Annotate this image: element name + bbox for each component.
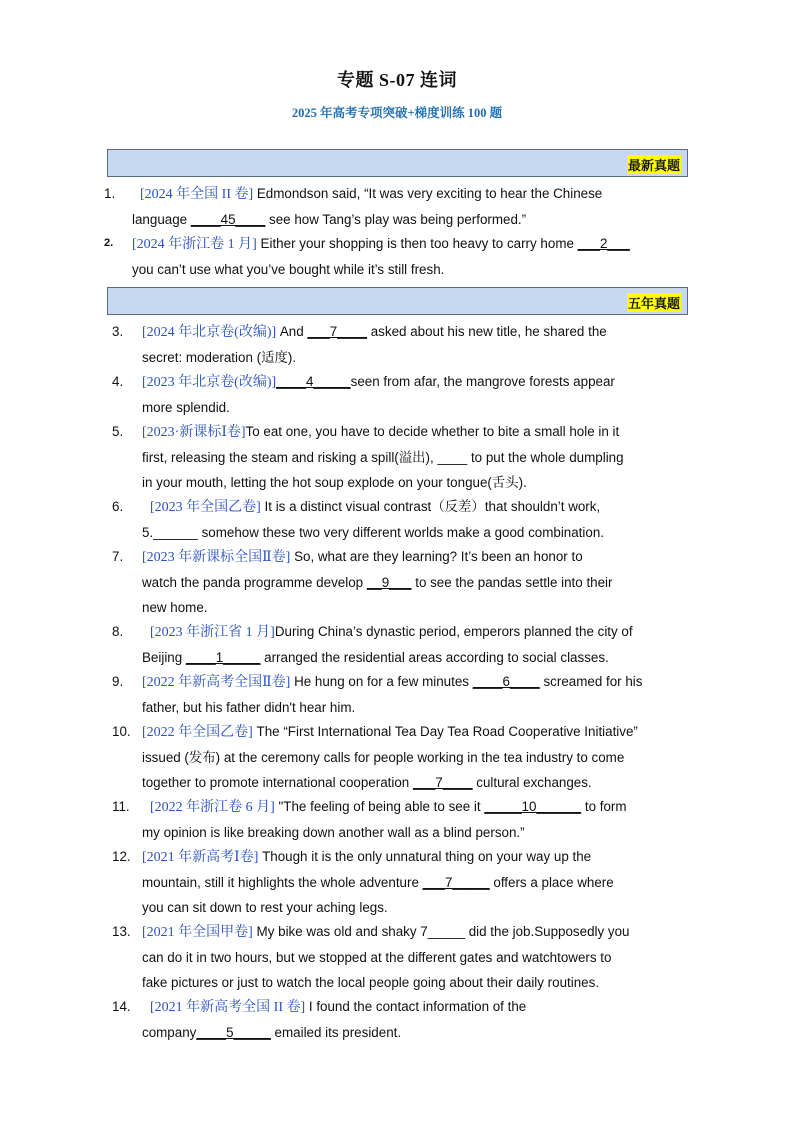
question-text: to form: [581, 799, 627, 814]
question-3: [112, 319, 607, 370]
answer-blank: ____5_____: [196, 1025, 271, 1040]
question-text: My bike was old and shaky 7_____ did the job.Supposedly you: [252, 924, 630, 939]
question-text: can do it in two hours, but we stopped at the different gates and watchtowers to: [142, 950, 612, 965]
question-8: [112, 619, 633, 670]
question-number: 11.: [112, 799, 130, 814]
question-source: [2023 年北京卷(改编)]: [142, 375, 277, 390]
question-text: you can’t use what you’ve bought while it’s still fresh.: [132, 262, 445, 277]
question-number: 13.: [112, 924, 131, 939]
question-text: Either your shopping is then too heavy to carry home: [256, 236, 578, 251]
question-text: new home.: [142, 600, 208, 615]
question-text: see how Tang’s play was being performed.”: [265, 212, 527, 227]
answer-blank: ___2___: [577, 236, 630, 251]
question-text: seen from afar, the mangrove forests appear: [350, 374, 615, 389]
question-text: company: [142, 1025, 197, 1040]
question-text: So, what are they learning? It’s been an honor to: [290, 549, 583, 564]
page-subtitle: 2025 年高考专项突破+梯度训练 100 题: [291, 106, 503, 120]
question-1: [104, 181, 603, 232]
question-text: more splendid.: [142, 400, 230, 415]
question-source: [2022 年浙江卷 6 月]: [150, 800, 275, 815]
page-title: 专题 S-07 连词: [336, 70, 457, 90]
question-text: watch the panda programme develop: [142, 575, 367, 590]
question-text: offers a place where: [489, 875, 614, 890]
question-number: 2.: [104, 237, 114, 249]
question-text: screamed for his: [539, 674, 643, 689]
question-text: To eat one, you have to decide whether to bite a small hole in it: [245, 424, 620, 439]
question-number: 6.: [112, 499, 124, 514]
question-text: emailed its president.: [270, 1025, 402, 1040]
question-text: language: [132, 212, 191, 227]
question-number: 8.: [112, 624, 124, 639]
question-source: [2021 年新高考Ⅰ卷]: [142, 850, 259, 865]
question-text: secret: moderation (适度).: [142, 350, 297, 365]
question-text: fake pictures or just to watch the local people going about their daily routines.: [142, 975, 600, 990]
answer-blank: ___7____: [412, 775, 473, 790]
question-text: Edmondson said, “It was very exciting to hear the Chinese: [253, 186, 603, 201]
section-banner-five-year: [107, 287, 688, 315]
question-text: cultural exchanges.: [472, 775, 592, 790]
question-text: Beijing: [142, 650, 186, 665]
answer-blank: ____45____: [190, 212, 266, 227]
question-source: [2022 年新高考全国Ⅱ卷]: [142, 675, 291, 690]
question-text: The “First International Tea Day Tea Road Cooperative Initiative”: [252, 724, 638, 739]
question-source: [2023·新课标Ⅰ卷]: [142, 425, 246, 440]
section-banner-latest: [107, 149, 688, 177]
answer-blank: ____4_____: [276, 374, 351, 389]
question-text: my opinion is like breaking down another wall as a blind person.”: [142, 825, 525, 840]
question-text: in your mouth, letting the hot soup explode on your tongue(舌头).: [142, 475, 527, 490]
question-10: [112, 719, 638, 795]
question-source: [2022 年全国乙卷]: [142, 725, 253, 740]
question-number: 14.: [112, 999, 131, 1014]
answer-blank: ___7____: [307, 324, 368, 339]
question-11: [112, 794, 627, 845]
question-9: [112, 669, 643, 720]
question-number: 4.: [112, 374, 124, 389]
question-number: 10.: [112, 724, 131, 739]
question-text: "The feeling of being able to see it: [274, 799, 485, 814]
question-text: issued (发布) at the ceremony calls for people working in the tea industry to come: [142, 750, 625, 765]
question-source: [2024 年全国 II 卷]: [140, 187, 254, 202]
question-text: first, releasing the steam and risking a spill(溢出), ____ to put the whole dumpling: [142, 450, 624, 465]
question-source: [2021 年新高考全国 II 卷]: [150, 1000, 306, 1015]
question-text: together to promote international cooperation: [142, 775, 413, 790]
question-text: 5.______ somehow these two very different worlds make a good combination.: [142, 525, 604, 540]
question-number: 9.: [112, 674, 124, 689]
question-text: He hung on for a few minutes: [290, 674, 473, 689]
question-12: [112, 844, 614, 920]
question-14: [112, 994, 527, 1045]
question-source: [2023 年新课标全国Ⅱ卷]: [142, 550, 291, 565]
answer-blank: ____6____: [472, 674, 540, 689]
question-number: 3.: [112, 324, 124, 339]
question-text: I found the contact information of the: [305, 999, 527, 1014]
question-number: 1.: [104, 186, 116, 201]
answer-blank: ___7_____: [422, 875, 490, 890]
question-source: [2023 年全国乙卷]: [150, 500, 261, 515]
question-number: 12.: [112, 849, 131, 864]
question-source: [2023 年浙江省 1 月]: [150, 625, 275, 640]
question-source: [2024 年浙江卷 1 月]: [132, 237, 257, 252]
question-7: [112, 544, 613, 620]
answer-blank: _____10______: [484, 799, 582, 814]
question-text: During China’s dynastic period, emperors planned the city of: [274, 624, 633, 639]
question-13: [112, 919, 630, 995]
question-6: [112, 494, 604, 545]
question-text: to see the pandas settle into their: [411, 575, 613, 590]
question-5: [112, 419, 624, 495]
question-source: [2024 年北京卷(改编)]: [142, 325, 277, 340]
question-text: father, but his father didn't hear him.: [142, 700, 356, 715]
question-text: And: [276, 324, 308, 339]
question-number: 7.: [112, 549, 124, 564]
section-label-latest: 最新真题: [627, 155, 681, 174]
question-text: mountain, still it highlights the whole adventure: [142, 875, 423, 890]
question-text: Though it is the only unnatural thing on your way up the: [258, 849, 592, 864]
question-source: [2021 年全国甲卷]: [142, 925, 253, 940]
question-text: asked about his new title, he shared the: [367, 324, 607, 339]
question-4: [112, 369, 615, 420]
section-label-five-year: 五年真题: [627, 293, 681, 312]
question-text: you can sit down to rest your aching legs.: [142, 900, 388, 915]
question-2: [104, 231, 630, 282]
question-number: 5.: [112, 424, 124, 439]
answer-blank: __9___: [366, 575, 412, 590]
answer-blank: ____1_____: [185, 650, 261, 665]
question-text: arranged the residential areas according to social classes.: [260, 650, 609, 665]
question-text: It is a distinct visual contrast（反差）that shouldn’t work,: [260, 499, 601, 514]
